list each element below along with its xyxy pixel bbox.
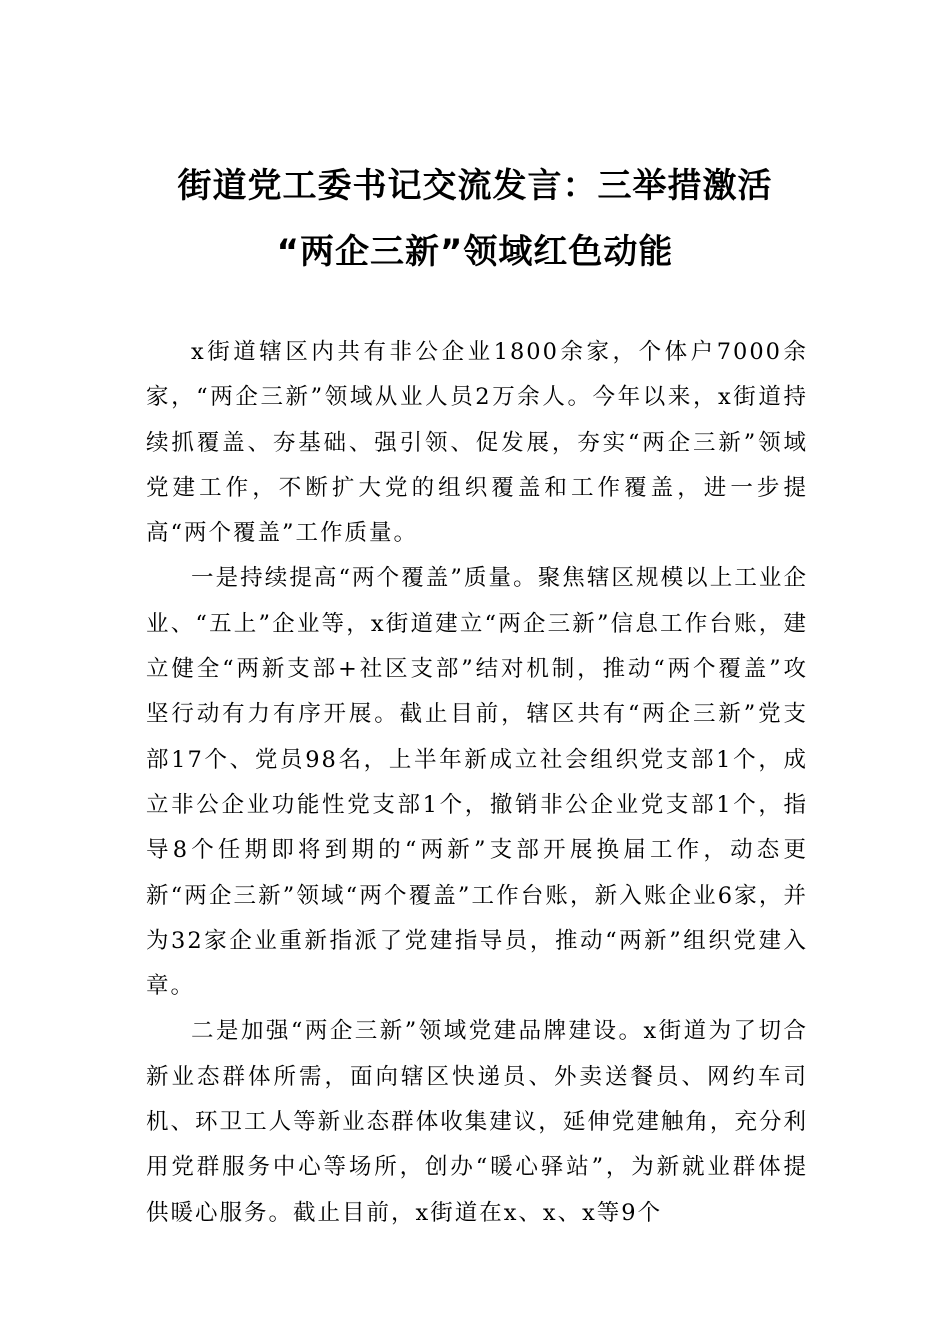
document-body: [146, 330, 808, 1236]
paragraph-measure-two: 二是加强“两企三新”领域党建品牌建设。x街道为了切合新业态群体所需，面向辖区快递员、外卖送餐员、网约车司机、环卫工人等新业态群体收集建议，延伸党建触角，充分利用党群服务中心等场所，创办“暖心驿站”，为新就业群体提供暖心服务。截止目前，x街道在x、x、x等9个: [146, 1018, 808, 1226]
document-title-line-1: 街道党工委书记交流发言：三举措激活: [177, 166, 773, 206]
document-title-line-2: “两企三新”领域红色动能: [276, 232, 674, 272]
paragraph-intro: x街道辖区内共有非公企业1800余家，个体户7000余家，“两企三新”领域从业人员2万余人。今年以来，x街道持续抓覆盖、夯基础、强引领、促发展，夯实“两企三新”领域党建工作，不断扩大党的组织覆盖和工作覆盖，进一步提高“两个覆盖”工作质量。: [146, 339, 808, 547]
paragraph-measure-one: 一是持续提高“两个覆盖”质量。聚焦辖区规模以上工业企业、“五上”企业等，x街道建立“两企三新”信息工作台账，建立健全“两新支部+社区支部”结对机制，推动“两个覆盖”攻坚行动有力有序开展。截止目前，辖区共有“两企三新”党支部17个、党员98名，上半年新成立社会组织党支部1个，成立非公企业功能性党支部1个，撤销非公企业党支部1个，指导8个任期即将到期的“两新”支部开展换届工作，动态更新“两企三新”领域“两个覆盖”工作台账，新入账企业6家，并为32家企业重新指派了党建指导员，推动“两新”组织党建入章。: [146, 565, 808, 1000]
